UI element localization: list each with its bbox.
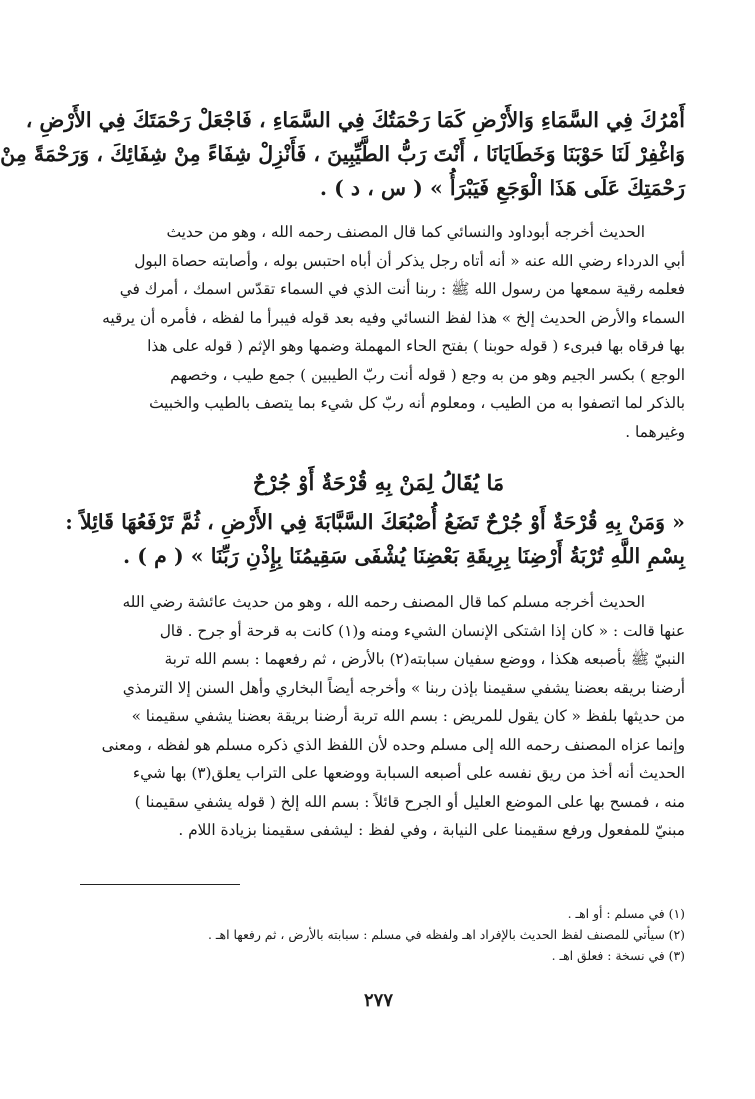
commentary-line: أبي الدرداء رضي الله عنه « أنه أتاه رجل يذكر أن أباه احتبس بوله ، وأصابته حصاة البول [134, 251, 685, 270]
hadith-text-1 [0, 103, 685, 205]
footnotes [85, 903, 685, 966]
commentary-line: أرضنا بريقه بعضنا يشفي سقيمنا بإذن ربنا » وأخرجه أيضاً البخاري وأهل السنن إلا الترمذي [122, 678, 685, 697]
hadith-line: بِسْمِ اللَّهِ تُرْبَةُ أَرْضِنَا بِرِيقَةِ بَعْضِنَا يُشْفَى سَقِيمُنَا بِإِذْنِ رَبِّنَا » ( م ) . [123, 544, 685, 568]
footnote-divider [80, 884, 240, 885]
hadith-line: « وَمَنْ بِهِ قُرْحَةٌ أَوْ جُرْحٌ تَضَعُ أُصْبُعَكَ السَّبَّابَةَ فِي الأَرْضِ ، ثُمَّ تَرْفَعُهَا قَائِلاً : [65, 510, 685, 534]
page-number: ٢٧٧ [363, 990, 393, 1011]
footnote: (٣) في نسخة : فعلق اهـ . [551, 948, 685, 963]
hadith-text-2 [65, 505, 685, 573]
footnote: (٢) سيأتي للمصنف لفظ الحديث بالإفراد اهـ ولفظه في مسلم : سبابته بالأرض ، ثم رفعها اهـ . [208, 927, 685, 942]
hadith-line: أَمْرُكَ فِي السَّمَاءِ وَالأَرْضِ كَمَا رَحْمَتُكَ فِي السَّمَاءِ ، فَاجْعَلْ رَحْمَتَكَ فِي الأَرْضِ ، [25, 108, 685, 132]
commentary-line: السماء والأرض الحديث إلخ » هذا لفظ النسائي وفيه بعد قوله فيبرأ ما لفظه ، فأمره أن يرقيه [102, 308, 685, 327]
commentary-line: عنها قالت : « كان إذا اشتكى الإنسان الشيء ومنه و(١) كانت به قرحة أو جرح . قال [159, 621, 685, 640]
commentary-line: بها فرقاه بها فبرىء ( قوله حوبنا ) بفتح الحاء المهملة وضمها وهو الإثم ( قوله على هذا [147, 337, 685, 355]
commentary-1 [85, 218, 685, 446]
commentary-line: مبنيّ للمفعول ورفع سقيمنا على النيابة ، وفي لفظ : ليشفى سقيمنا بزيادة اللام . [178, 821, 685, 839]
commentary-line: الحديث أنه أخذ من ريق نفسه على أصبعه السبابة ووضعها على التراب يعلق(٣) بها شيء [132, 764, 685, 782]
commentary-line: وغيرهما . [625, 422, 685, 441]
footnote: (١) في مسلم : أو اهـ . [567, 906, 685, 921]
commentary-line: الوجع ) بكسر الجيم وهو من به وجع ( قوله أنت ربّ الطيبين ) جمع طيب ، وخصهم [170, 365, 685, 384]
hadith-line: وَاغْفِرْ لَنَا حَوْبَنَا وَخَطَايَانَا ، أَنْتَ رَبُّ الطَّيِّبِينَ ، فَأَنْزِلْ شِفَاءً مِنْ شِفَائِكَ ، وَرَحْمَةً مِنْ [0, 142, 685, 166]
commentary-line: بالذكر لما اتصفوا به من الطيب ، ومعلوم أنه ربّ كل شيء بما يتصف بالطيب والخبيث [149, 394, 685, 412]
commentary-line: الحديث أخرجه أبوداود والنسائي كما قال المصنف رحمه الله ، وهو من حديث [166, 223, 645, 241]
commentary-line: الحديث أخرجه مسلم كما قال المصنف رحمه الله ، وهو من حديث عائشة رضي الله [122, 593, 645, 611]
commentary-line: من حديثها بلفظ « كان يقول للمريض : بسم الله تربة أرضنا بريقة بعضنا يشفي سقيمنا » [131, 707, 685, 725]
commentary-line: منه ، فمسح بها على الموضع العليل أو الجرح قائلاً : بسم الله إلخ ( قوله يشفي سقيمنا ) [134, 792, 685, 811]
commentary-line: النبيّ ﷺ بأصبعه هكذا ، ووضع سفيان سبابته(٢) بالأرض ، ثم رفعهما : بسم الله تربة [164, 650, 685, 668]
book-page [2, 0, 755, 1099]
commentary-line: فعلمه رقية سمعها من رسول الله ﷺ : ربنا أنت الذي في السماء تقدّس اسمك ، أمرك في [119, 280, 685, 298]
commentary-line: وإنما عزاه المصنف رحمه الله إلى مسلم وحده لأن اللفظ الذي ذكره مسلم هو لفظه ، ومعنى [101, 735, 685, 754]
hadith-line: رَحْمَتِكَ عَلَى هَذَا الْوَجَعِ فَيَبْرَأُ » ( س ، د ) . [319, 176, 685, 200]
commentary-2 [85, 588, 685, 845]
section-heading: مَا يُقَالُ لِمَنْ بِهِ قُرْحَةٌ أَوْ جُرْحٌ [252, 470, 505, 495]
